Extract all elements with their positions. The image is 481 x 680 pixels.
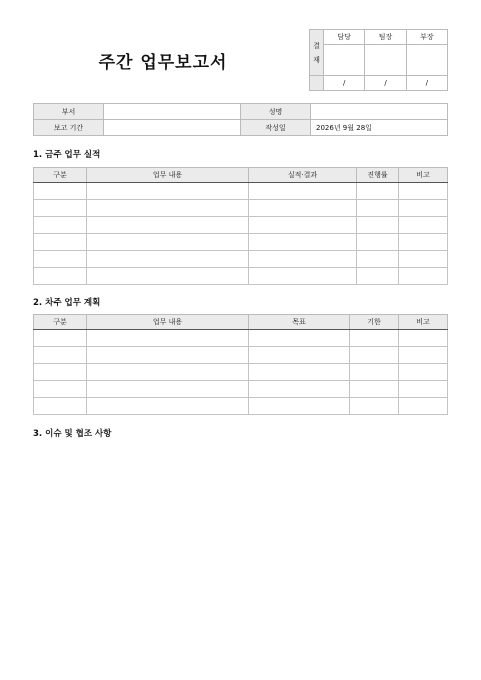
- name-field[interactable]: [311, 104, 448, 120]
- table-cell[interactable]: [249, 251, 357, 268]
- table-cell[interactable]: [249, 347, 350, 364]
- col-header-goal: 목표: [249, 315, 350, 330]
- info-table: [33, 103, 448, 136]
- table-cell[interactable]: [249, 364, 350, 381]
- table-cell[interactable]: [87, 251, 249, 268]
- table-cell[interactable]: [34, 234, 87, 251]
- approval-sign-staff[interactable]: [324, 45, 365, 76]
- table-cell[interactable]: [399, 347, 448, 364]
- table-cell[interactable]: [34, 364, 87, 381]
- col-header-progress: 진행률: [357, 168, 399, 183]
- table-cell[interactable]: [87, 330, 249, 347]
- table-row: [34, 347, 448, 364]
- table-row: [34, 330, 448, 347]
- table-cell[interactable]: [249, 398, 350, 415]
- approval-sign-manager[interactable]: [406, 45, 447, 76]
- table-cell[interactable]: [87, 364, 249, 381]
- table-cell[interactable]: [399, 183, 448, 200]
- approval-side-label-text: 결 재: [313, 41, 320, 64]
- table-cell[interactable]: [357, 234, 399, 251]
- table-cell[interactable]: [87, 183, 249, 200]
- period-label: 보고 기간: [34, 120, 104, 136]
- table-cell[interactable]: [399, 200, 448, 217]
- section-issues-heading: 3. 이슈 및 협조 사항: [33, 429, 112, 439]
- table-row: [34, 200, 448, 217]
- table-cell[interactable]: [357, 268, 399, 285]
- table-cell[interactable]: [399, 381, 448, 398]
- table-cell[interactable]: [399, 364, 448, 381]
- table-row: [34, 364, 448, 381]
- table-cell[interactable]: [249, 330, 350, 347]
- table-cell[interactable]: [34, 183, 87, 200]
- table-cell[interactable]: [87, 217, 249, 234]
- col-header-task: 업무 내용: [87, 315, 249, 330]
- approval-box: [309, 29, 448, 91]
- table-cell[interactable]: [249, 183, 357, 200]
- department-label: 부서: [34, 104, 104, 120]
- table-cell[interactable]: [249, 268, 357, 285]
- table-cell[interactable]: [87, 381, 249, 398]
- table-cell[interactable]: [350, 364, 399, 381]
- approval-date-staff[interactable]: /: [324, 76, 365, 91]
- table-cell[interactable]: [350, 381, 399, 398]
- table-cell[interactable]: [249, 381, 350, 398]
- section-next-week-heading: 2. 차주 업무 계획: [33, 298, 101, 308]
- next-week-table: [33, 314, 448, 415]
- table-row: [34, 398, 448, 415]
- table-cell[interactable]: [350, 347, 399, 364]
- table-row: [34, 381, 448, 398]
- table-cell[interactable]: [34, 381, 87, 398]
- table-cell[interactable]: [399, 217, 448, 234]
- table-cell[interactable]: [357, 183, 399, 200]
- col-header-note: 비고: [399, 168, 448, 183]
- approval-side-label: [310, 30, 324, 76]
- table-cell[interactable]: [399, 330, 448, 347]
- table-cell[interactable]: [350, 330, 399, 347]
- col-header-task: 업무 내용: [87, 168, 249, 183]
- col-header-deadline: 기한: [350, 315, 399, 330]
- table-cell[interactable]: [34, 347, 87, 364]
- approval-header-staff: 담당: [324, 30, 365, 45]
- table-cell[interactable]: [249, 234, 357, 251]
- col-header-category: 구분: [34, 315, 87, 330]
- approval-side-blank: [310, 76, 324, 91]
- written-date-field[interactable]: 2026년 9월 28일: [311, 120, 448, 136]
- table-row: [34, 217, 448, 234]
- approval-header-manager: 부장: [406, 30, 447, 45]
- approval-date-team-lead[interactable]: /: [365, 76, 406, 91]
- this-week-table: [33, 167, 448, 285]
- table-cell[interactable]: [350, 398, 399, 415]
- approval-header-team-lead: 팀장: [365, 30, 406, 45]
- approval-date-manager[interactable]: /: [406, 76, 447, 91]
- table-cell[interactable]: [357, 251, 399, 268]
- col-header-category: 구분: [34, 168, 87, 183]
- table-cell[interactable]: [357, 200, 399, 217]
- table-cell[interactable]: [399, 268, 448, 285]
- approval-sign-team-lead[interactable]: [365, 45, 406, 76]
- table-cell[interactable]: [87, 268, 249, 285]
- period-field[interactable]: [104, 120, 241, 136]
- department-field[interactable]: [104, 104, 241, 120]
- table-cell[interactable]: [249, 200, 357, 217]
- table-cell[interactable]: [357, 217, 399, 234]
- table-cell[interactable]: [87, 200, 249, 217]
- col-header-note: 비고: [399, 315, 448, 330]
- table-row: [34, 268, 448, 285]
- table-cell[interactable]: [399, 251, 448, 268]
- table-cell[interactable]: [399, 398, 448, 415]
- table-cell[interactable]: [34, 398, 87, 415]
- table-cell[interactable]: [87, 234, 249, 251]
- document-title: 주간 업무보고서: [98, 53, 228, 73]
- table-cell[interactable]: [87, 398, 249, 415]
- col-header-result: 실적·결과: [249, 168, 357, 183]
- table-cell[interactable]: [399, 234, 448, 251]
- table-cell[interactable]: [34, 330, 87, 347]
- table-cell[interactable]: [87, 347, 249, 364]
- written-date-label: 작성일: [241, 120, 311, 136]
- table-cell[interactable]: [34, 268, 87, 285]
- table-cell[interactable]: [34, 200, 87, 217]
- table-cell[interactable]: [34, 217, 87, 234]
- table-cell[interactable]: [249, 217, 357, 234]
- table-row: [34, 234, 448, 251]
- name-label: 성명: [241, 104, 311, 120]
- table-cell[interactable]: [34, 251, 87, 268]
- table-row: [34, 183, 448, 200]
- section-this-week-heading: 1. 금주 업무 실적: [33, 150, 101, 160]
- table-row: [34, 251, 448, 268]
